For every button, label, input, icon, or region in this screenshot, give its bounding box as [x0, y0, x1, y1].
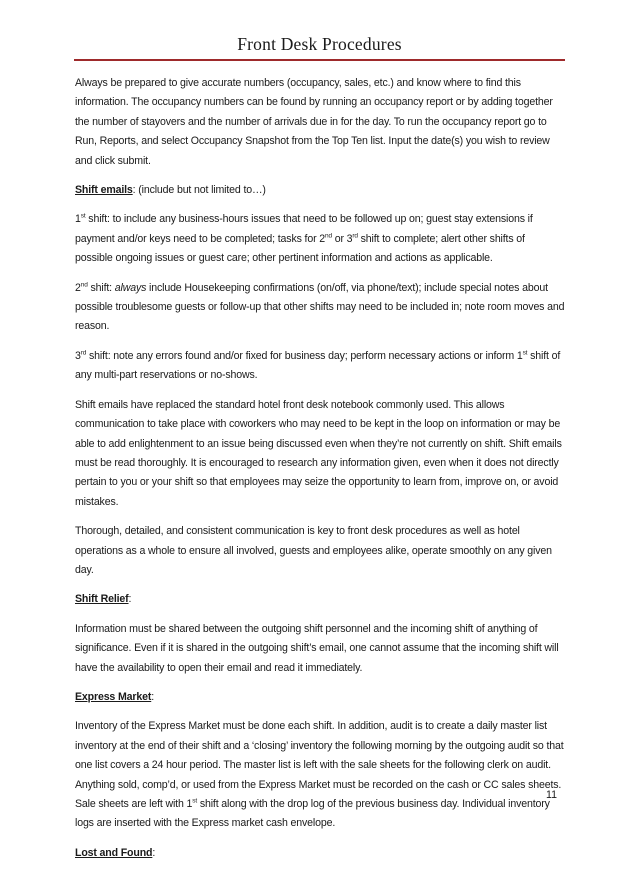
- ordinal-suffix: st: [522, 349, 528, 357]
- express-market-text-end: shift along with the drop log of the previous business day. Individual inventory logs are inserted with the Express market cash envelope.: [75, 798, 550, 830]
- shift-emails-heading-line: [75, 181, 565, 200]
- lost-found-heading-line: [75, 844, 565, 863]
- second-shift-paragraph: [75, 279, 565, 337]
- ordinal-number: 2: [75, 281, 81, 294]
- ordinal-number: 1: [75, 213, 81, 226]
- communication-paragraph: Thorough, detailed, and consistent communication is key to front desk procedures as well as hotel operations as a whole to ensure all involved, guests and employees alike, operate smoothly on any given day.: [75, 525, 552, 576]
- third-shift-text: shift: note any errors found and/or fixed for business day; perform necessary actions or inform 1: [86, 349, 523, 362]
- shift-relief-heading: Shift Relief: [75, 593, 129, 606]
- express-market-heading: Express Market: [75, 690, 152, 703]
- ordinal-suffix: st: [80, 212, 86, 220]
- intro-paragraph: Always be prepared to give accurate numbers (occupancy, sales, etc.) and know where to find this information. The occupancy numbers can be found by running an occupancy report or by adding together the number of stayovers and the number of arrivals due in for the day. To run the occupancy report go to Run, Reports, and select Occupancy Snapshot from the Top Ten list. Input the date(s) you wish to review and click submit.: [75, 77, 553, 167]
- ordinal-suffix: nd: [324, 232, 332, 240]
- second-shift-prefix: shift:: [87, 281, 115, 294]
- express-market-text: Inventory of the Express Market must be done each shift. In addition, audit is to create a daily master list inventory at the end of their shift and a ‘closing’ inventory the following morning by the outgoing audit so that one list covers a 24 hour period. The master list is left with the sale sheets for the following clerk on audit. Anything sold, comp’d, or used from the Express Market must be recorded on the cash or CC sales sheets. Sale sheets are left with 1: [75, 720, 564, 810]
- first-shift-text-end: shift to complete; alert other shifts of possible ongoing issues or guest care; other pertinent information and actions as applicable.: [75, 232, 525, 265]
- first-shift-paragraph: [75, 210, 565, 268]
- shift-relief-heading-line: [75, 590, 565, 609]
- third-shift-text-end: shift of any multi-part reservations or no-shows.: [75, 349, 561, 382]
- first-shift-text-mid: or 3: [331, 232, 353, 245]
- ordinal-number: 3: [75, 349, 81, 362]
- shift-emails-paragraph: Shift emails have replaced the standard hotel front desk notebook commonly used. This allows communication to take place with coworkers who may need to be kept in the loop on information or may be able to add enlightenment to an issue being discussed even when they’re not currently on shift. Shift emails must be read thoroughly. It is encouraged to research any information given, even when it does not directly pertain to you or your shift so that employees may seize the opportunity to learn from, improve on, or avoid mistakes.: [75, 398, 562, 508]
- document-body: [75, 74, 565, 873]
- page-header-title: Front Desk Procedures: [237, 34, 402, 54]
- heading-colon: :: [151, 690, 155, 703]
- first-shift-text: shift: to include any business-hours issues that need to be followed up on; guest stay extensions if payment and/or keys need to be completed; tasks for 2: [75, 213, 533, 245]
- shift-emails-heading: Shift emails: [75, 184, 133, 197]
- second-shift-text: include Housekeeping confirmations (on/off, via phone/text); include special notes about possible troublesome guests or follow-up that other shifts may need to be included in; note room moves and reason.: [75, 281, 565, 333]
- emphasis-always: always: [114, 281, 147, 294]
- lost-found-heading: Lost and Found: [75, 846, 153, 859]
- ordinal-suffix: nd: [80, 281, 88, 289]
- shift-emails-note: : (include but not limited to…): [132, 184, 266, 197]
- third-shift-paragraph: [75, 347, 565, 386]
- express-market-heading-line: [75, 688, 565, 707]
- ordinal-suffix: st: [192, 797, 198, 805]
- heading-colon: :: [152, 846, 156, 859]
- express-market-paragraph: [75, 717, 565, 833]
- header-rule: [74, 59, 565, 61]
- ordinal-suffix: rd: [352, 232, 358, 240]
- heading-colon: :: [128, 593, 132, 606]
- page-number: 11: [546, 789, 557, 801]
- ordinal-suffix: rd: [80, 349, 87, 357]
- shift-relief-paragraph: Information must be shared between the outgoing shift personnel and the incoming shift of anything of significance. Even if it is shared in the outgoing shift’s email, one cannot assume that the incoming shift will have the availability to open their email and read it immediately.: [75, 622, 559, 674]
